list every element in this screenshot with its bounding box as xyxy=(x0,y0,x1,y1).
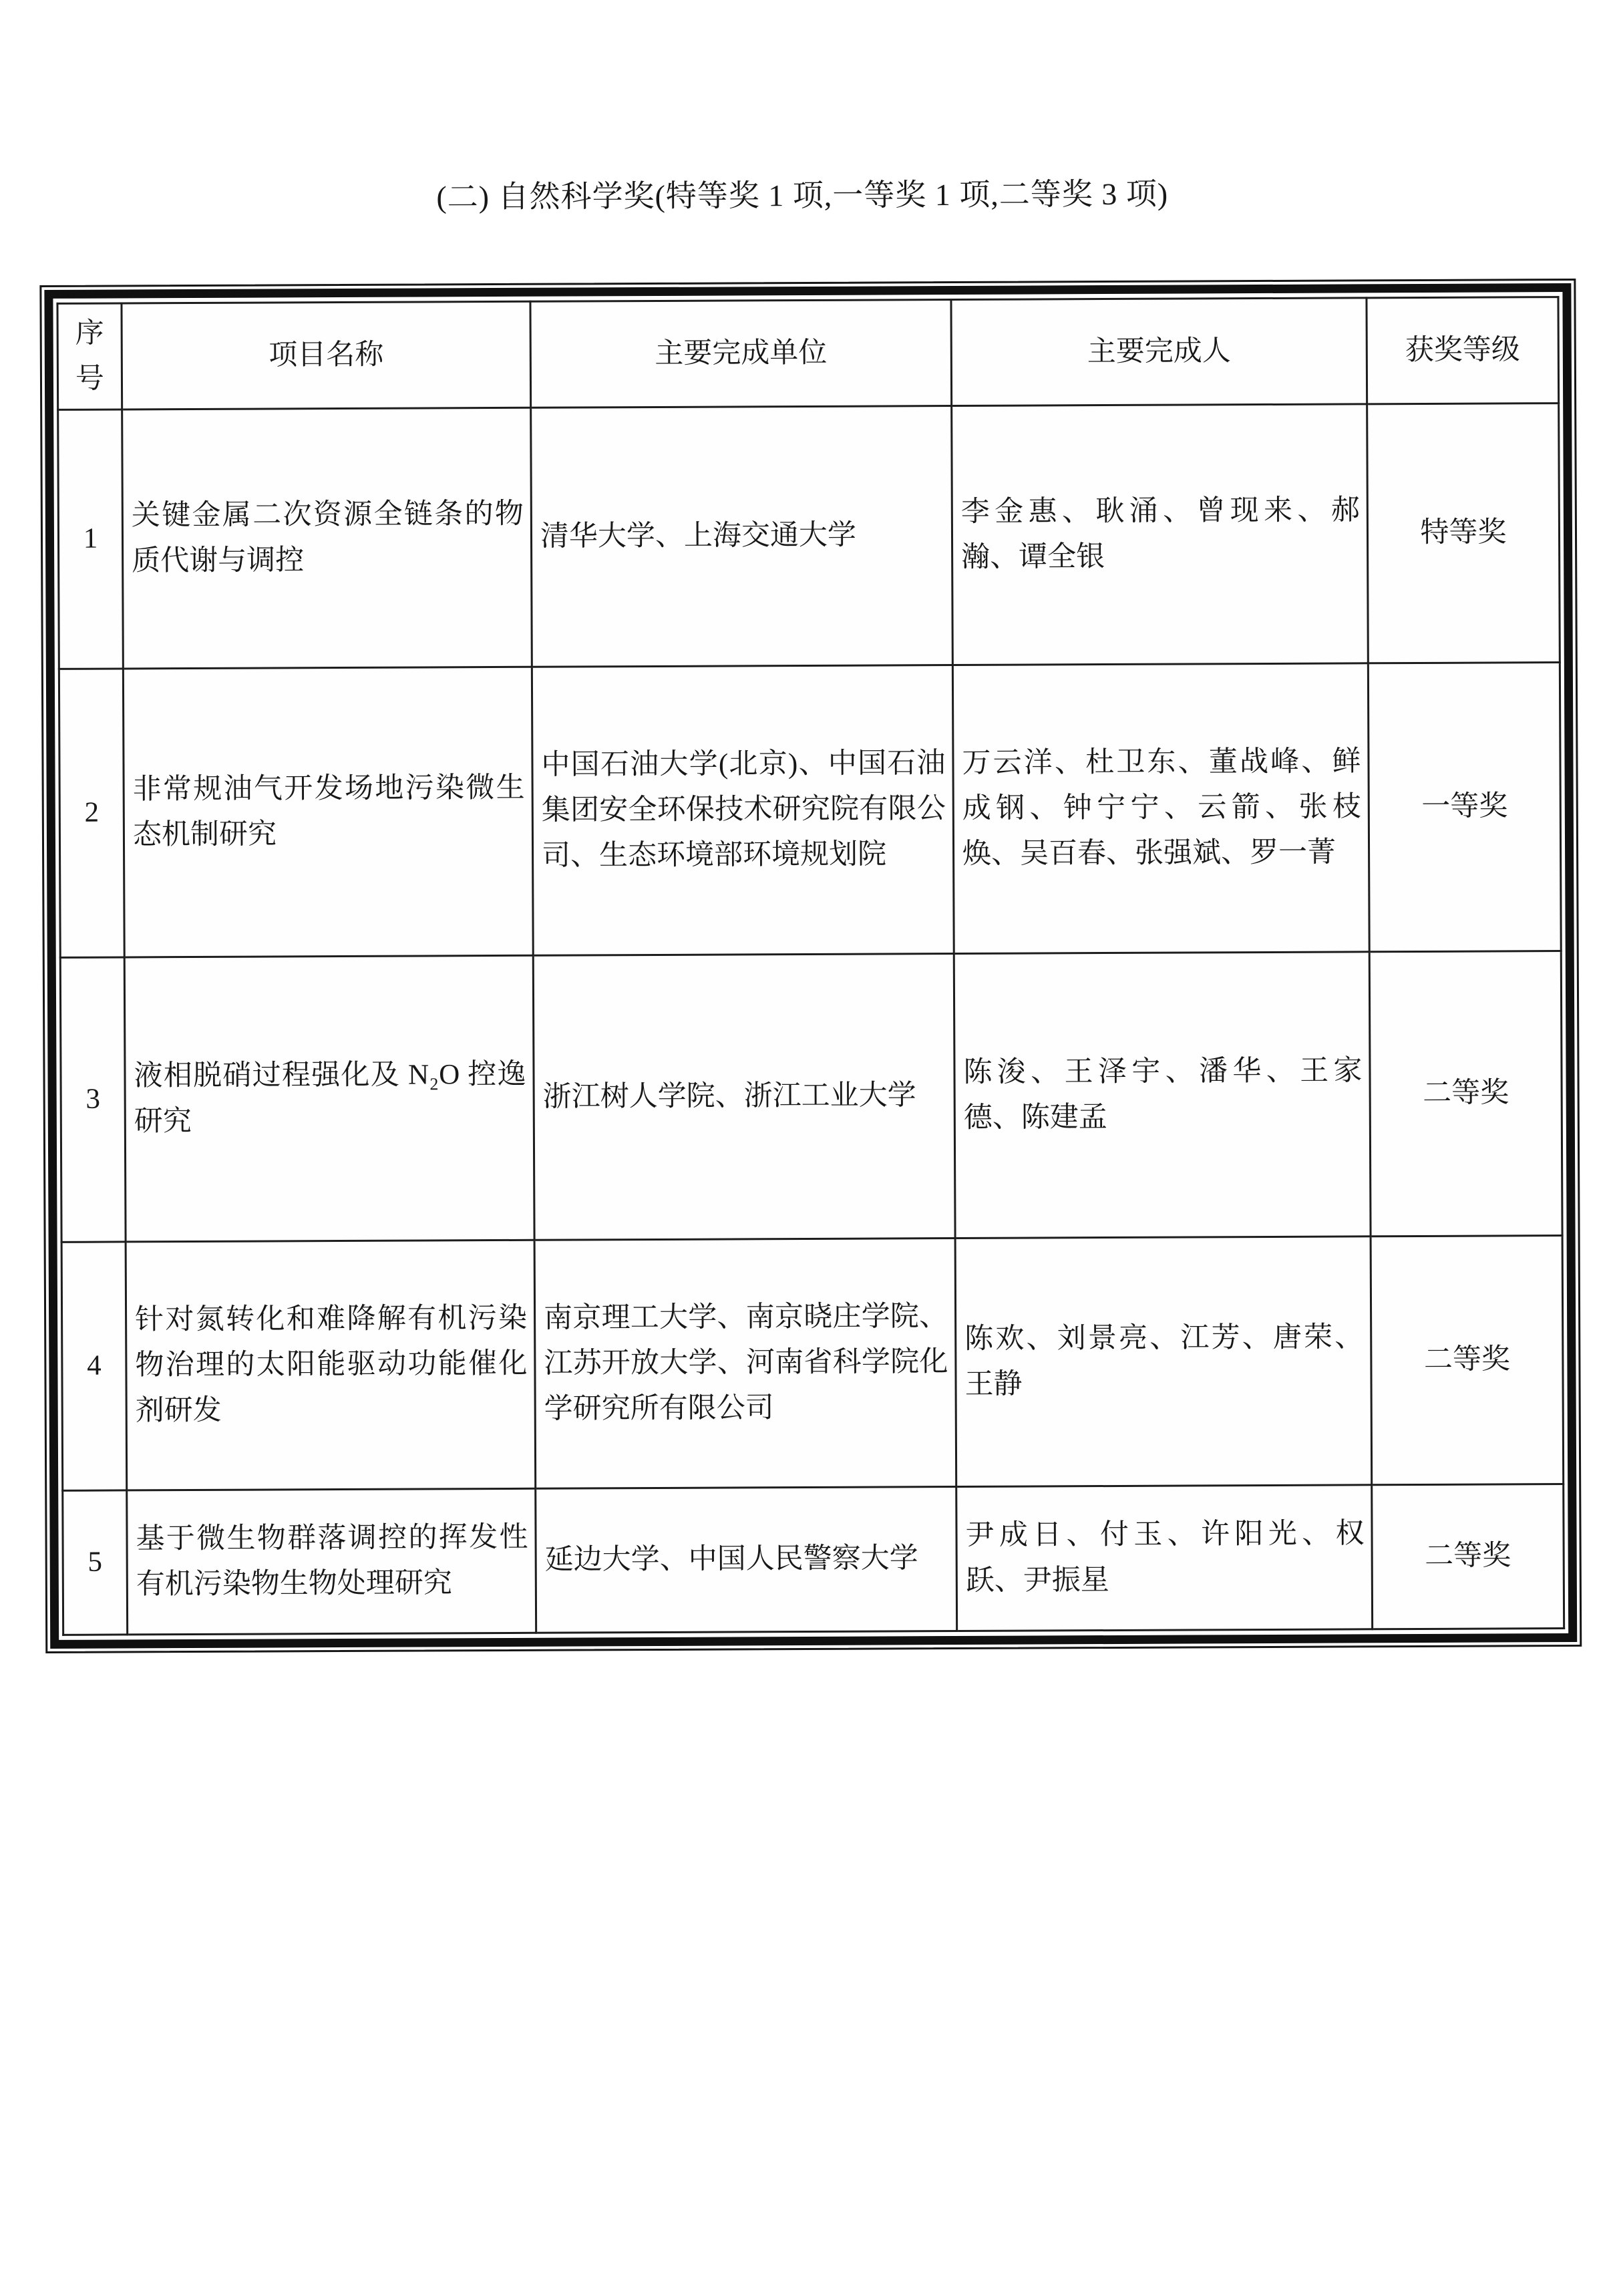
header-cell-award: 获奖等级 xyxy=(1367,297,1559,404)
header-cell-project: 项目名称 xyxy=(122,301,531,409)
table-row xyxy=(59,662,1561,957)
row-people: 万云洋、杜卫东、董战峰、鲜成钢、钟宁宁、云箭、张枝焕、吴百春、张强斌、罗一菁 xyxy=(952,663,1369,954)
row-project: 基于微生物群落调控的挥发性有机污染物生物处理研究 xyxy=(127,1488,536,1635)
row-award: 二等奖 xyxy=(1369,951,1562,1236)
header-cell-units: 主要完成单位 xyxy=(530,300,952,408)
row-units: 清华大学、上海交通大学 xyxy=(531,405,953,667)
row-award: 一等奖 xyxy=(1368,662,1561,951)
row-index: 5 xyxy=(63,1490,128,1635)
header-cell-people: 主要完成人 xyxy=(951,298,1367,406)
row-units: 南京理工大学、南京晓庄学院、江苏开放大学、河南省科学院化学研究所有限公司 xyxy=(534,1238,956,1488)
table-header-row xyxy=(57,297,1559,410)
row-people: 尹成日、付玉、许阳光、权跃、尹振星 xyxy=(956,1485,1373,1631)
table-row xyxy=(63,1484,1564,1635)
row-index: 1 xyxy=(58,409,124,669)
row-people: 李金惠、耿涌、曾现来、郝瀚、谭全银 xyxy=(952,404,1369,665)
awards-table xyxy=(56,296,1565,1636)
row-index: 4 xyxy=(61,1242,127,1490)
row-units: 中国石油大学(北京)、中国石油集团安全环保技术研究院有限公司、生态环境部环境规划院 xyxy=(532,665,954,955)
row-award: 二等奖 xyxy=(1372,1484,1564,1629)
table-outer-border xyxy=(39,279,1582,1653)
row-index: 3 xyxy=(60,957,126,1242)
row-people: 陈浚、王泽宇、潘华、王家德、陈建孟 xyxy=(954,952,1371,1239)
row-project: 非常规油气开发场地污染微生态机制研究 xyxy=(123,667,533,957)
awards-table-frame xyxy=(39,279,1582,1653)
table-row xyxy=(58,403,1560,669)
row-people: 陈欢、刘景亮、江芳、唐荣、王静 xyxy=(955,1237,1372,1487)
row-award: 特等奖 xyxy=(1367,403,1560,663)
document-title: (二) 自然科学奖(特等奖 1 项,一等奖 1 项,二等奖 3 项) xyxy=(436,176,1169,214)
row-units: 浙江树人学院、浙江工业大学 xyxy=(533,953,955,1240)
row-project: 针对氮转化和难降解有机污染物治理的太阳能驱动功能催化剂研发 xyxy=(126,1240,536,1490)
row-award: 二等奖 xyxy=(1371,1235,1564,1484)
table-row xyxy=(60,951,1562,1242)
row-project: 关键金属二次资源全链条的物质代谢与调控 xyxy=(122,407,532,669)
row-project: 液相脱硝过程强化及 N₂O 控逸研究 xyxy=(124,955,534,1242)
row-index: 2 xyxy=(59,669,124,957)
row-units: 延边大学、中国人民警察大学 xyxy=(536,1486,957,1633)
header-cell-index: 序 号 xyxy=(57,303,122,409)
table-thick-border xyxy=(44,283,1577,1649)
table-row xyxy=(61,1235,1564,1490)
